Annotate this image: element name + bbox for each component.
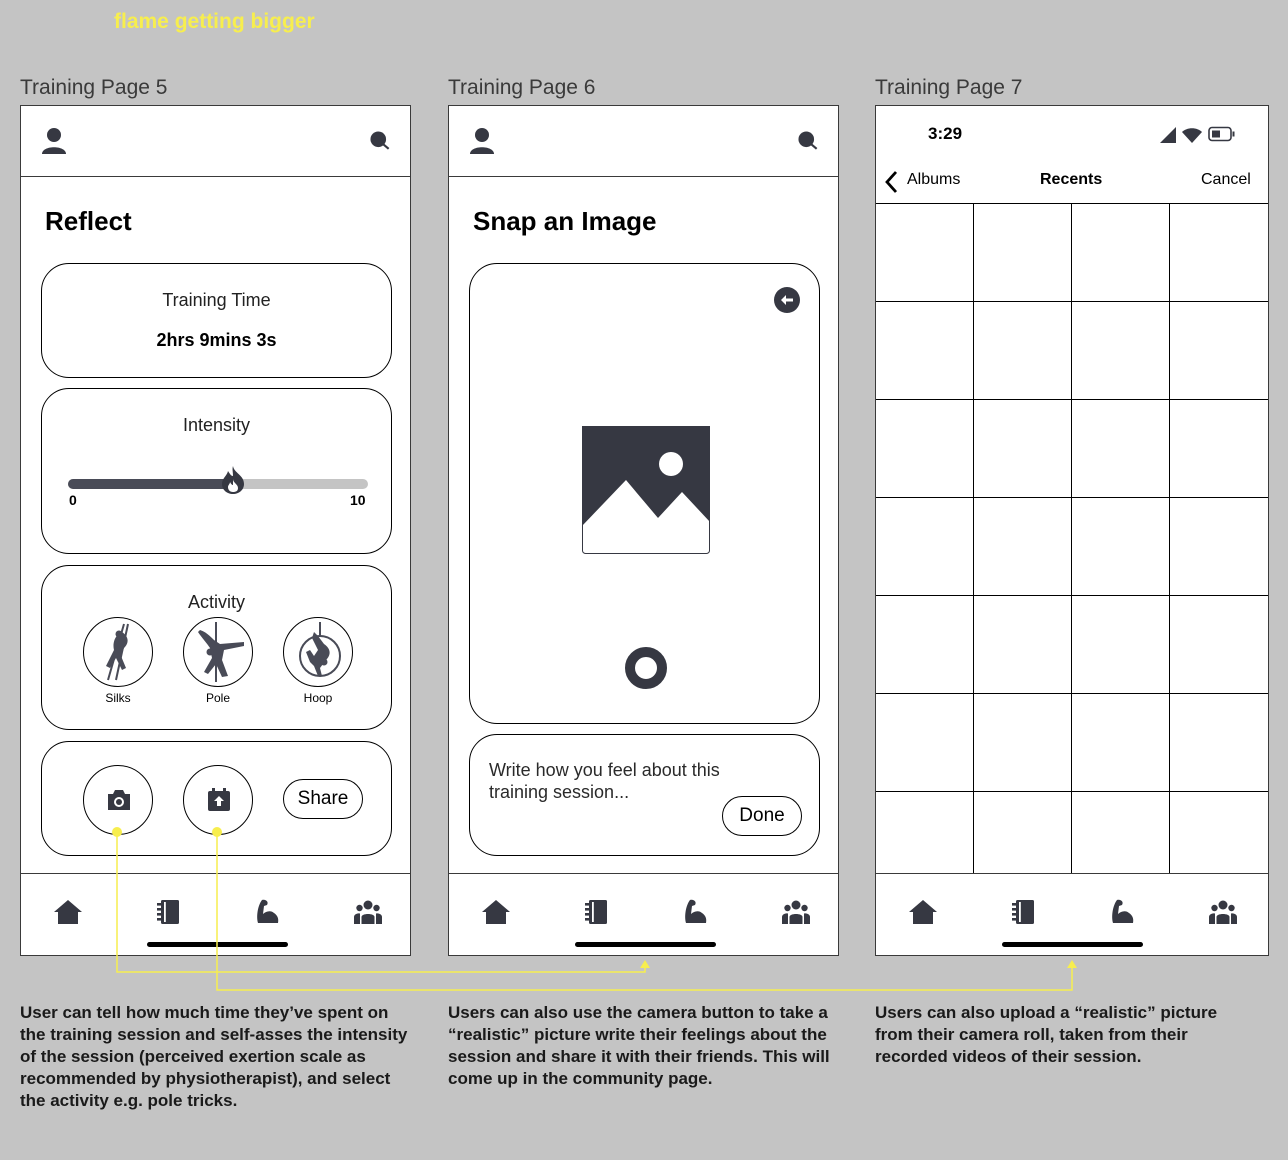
intensity-max: 10 [350, 492, 366, 508]
description-page7: Users can also upload a “realistic” picture from their camera roll, taken from their recorded videos of their session. [875, 1003, 1218, 1066]
training-time-value: 2hrs 9mins 3s [156, 330, 277, 350]
intensity-min: 0 [69, 492, 77, 508]
page-title: Snap an Image [473, 206, 657, 236]
share-button[interactable]: Share [283, 779, 363, 819]
activity-pole-label: Pole [205, 691, 231, 705]
top-note: flame getting bigger [114, 10, 315, 33]
activity-hoop-label: Hoop [303, 691, 333, 705]
description-page5: User can tell how much time they’ve spent on the training session and self-asses the intensity of the session (perceived exertion scale as recommended by physiotherapist), and select the activity e.g. pole tricks. [20, 1003, 408, 1110]
status-time: 3:29 [928, 124, 963, 143]
training-time-label: Training Time [162, 290, 271, 310]
description-page6: Users can also use the camera button to take a “realistic” picture write their feelings about the session and share it with their friends. This will come up in the community page. [448, 1003, 830, 1088]
done-button[interactable]: Done [722, 796, 802, 836]
page-title: Reflect [45, 206, 132, 236]
albums-button[interactable]: Albums [907, 171, 961, 188]
frame-label-page6: Training Page 6 [448, 76, 596, 99]
activity-label: Activity [187, 592, 245, 612]
activity-silks-label: Silks [105, 691, 131, 705]
cancel-button[interactable]: Cancel [1201, 171, 1251, 188]
frame-label-page5: Training Page 5 [20, 76, 168, 99]
intensity-label: Intensity [182, 415, 251, 435]
recents-title: Recents [1040, 171, 1103, 188]
feelings-input[interactable]: Write how you feel about this training session... [489, 760, 720, 802]
frame-label-page7: Training Page 7 [875, 76, 1023, 99]
